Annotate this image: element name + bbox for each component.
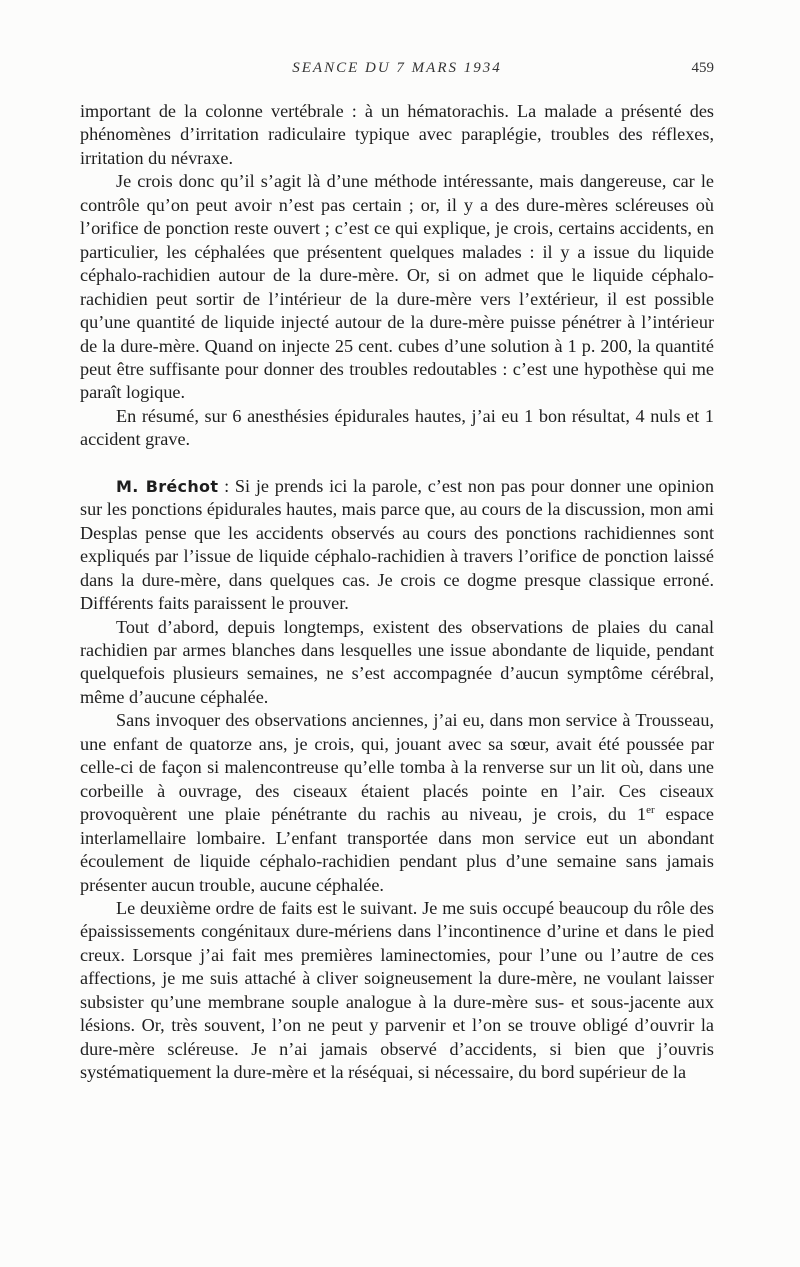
paragraph-trousseau bbox=[80, 709, 714, 897]
paragraph: Tout d’abord, depuis longtemps, existent des observations de plaies du canal rachidien par armes blanches dans lesquelles une issue abondante de liquide, pendant quelquefois plusieurs semaines, ne s’est accompagnée d’aucun symptôme cérébral, même d’aucune céphalée. bbox=[80, 616, 714, 707]
paragraph-text-a: Sans invoquer des observations anciennes, j’ai eu, dans mon service à Trousseau, une enfant de quatorze ans, je crois, qui, jouant avec sa sœur, avait été poussée par celle-ci de façon si malencontreuse qu’elle tomba à la renverse sur un lit où, dans une corbeille à ouvrage, des ciseaux étaient placés pointe en l’air. Ces ciseaux provoquèrent une plaie pénétrante du rachis au niveau, je crois, du 1 bbox=[80, 710, 714, 825]
running-title: SEANCE DU 7 MARS 1934 bbox=[292, 60, 502, 76]
paragraph: Le deuxième ordre de faits est le suivant. Je me suis occupé beaucoup du rôle des épaississements congénitaux dure-mériens dans l’incontinence d’urine et dans le pied creux. Lorsque j’ai fait mes premières laminectomies, pour l’une ou l’autre de ces affections, je me suis attaché à cliver soigneusement la dure-mère, ne voulant laisser subsister qu’une membrane souple analogue à la dure-mère sus- et sous-jacente aux lésions. Or, très souvent, l’on ne peut y parvenir et l’on se trouve obligé d’ouvrir la dure-mère scléreuse. Je n’ai jamais observé d’accidents, si bien que j’ouvris systématiquement la dure-mère et la réséquai, si nécessaire, du bord supérieur de la bbox=[80, 897, 714, 1083]
body-text bbox=[80, 100, 714, 1085]
running-head bbox=[80, 60, 714, 84]
speaker-name: M. Bréchot bbox=[116, 476, 219, 496]
paragraph-brechot bbox=[80, 475, 714, 616]
paragraph: Je crois donc qu’il s’agit là d’une méthode intéressante, mais dangereuse, car le contrôle qu’on peut avoir n’est pas certain ; or, il y a des dure-mères scléreuses où l’orifice de ponction reste ouvert ; c’est ce qui explique, je crois, certains accidents, en particulier, les céphalées que présentent quelques malades : il y a issue du liquide céphalo-rachidien autour de la dure-mère. Or, si on admet que le liquide céphalo-rachidien peut sortir de l’intérieur de la dure-mère vers l’extérieur, il est possible qu’une quantité de liquide injecté autour de la dure-mère puisse pénétrer à l’intérieur de la dure-mère. Quand on injecte 25 cent. cubes d’une solution à 1 p. 200, la quantité peut être suffisante pour donner des troubles redoutables : c’est une hypothèse qui me paraît logique. bbox=[80, 171, 714, 403]
superscript: er bbox=[646, 804, 655, 817]
speaker-text: : Si je prends ici la parole, c’est non pas pour donner une opinion sur les ponctions épidurales hautes, mais parce que, au cours de la discussion, mon ami Desplas pense que les accidents observés au cours des ponctions rachidiennes sont expliqués par l’issue de liquide céphalo-rachidien à travers l’orifice de ponction laissé dans la dure-mère, dans quelques cas. Je crois ce dogme presque classique erroné. Différents faits paraissent le prouver. bbox=[80, 475, 714, 614]
paragraph-summary: En résumé, sur 6 anesthésies épidurales hautes, j’ai eu 1 bon résultat, 4 nuls et 1 accident grave. bbox=[80, 405, 714, 450]
page-number: 459 bbox=[691, 60, 714, 76]
paragraph-text-b: espace interlamellaire lombaire. L’enfant transportée dans mon service eut un abondant écoulement de liquide céphalo-rachidien pendant plus d’une semaine sans jamais présenter aucun trouble, aucune céphalée. bbox=[80, 804, 714, 895]
paragraph-continued: important de la colonne vertébrale : à un hématorachis. La malade a présenté des phénomènes d’irritation radiculaire typique avec paraplégie, troubles des réflexes, irritation du névraxe. bbox=[80, 101, 714, 168]
